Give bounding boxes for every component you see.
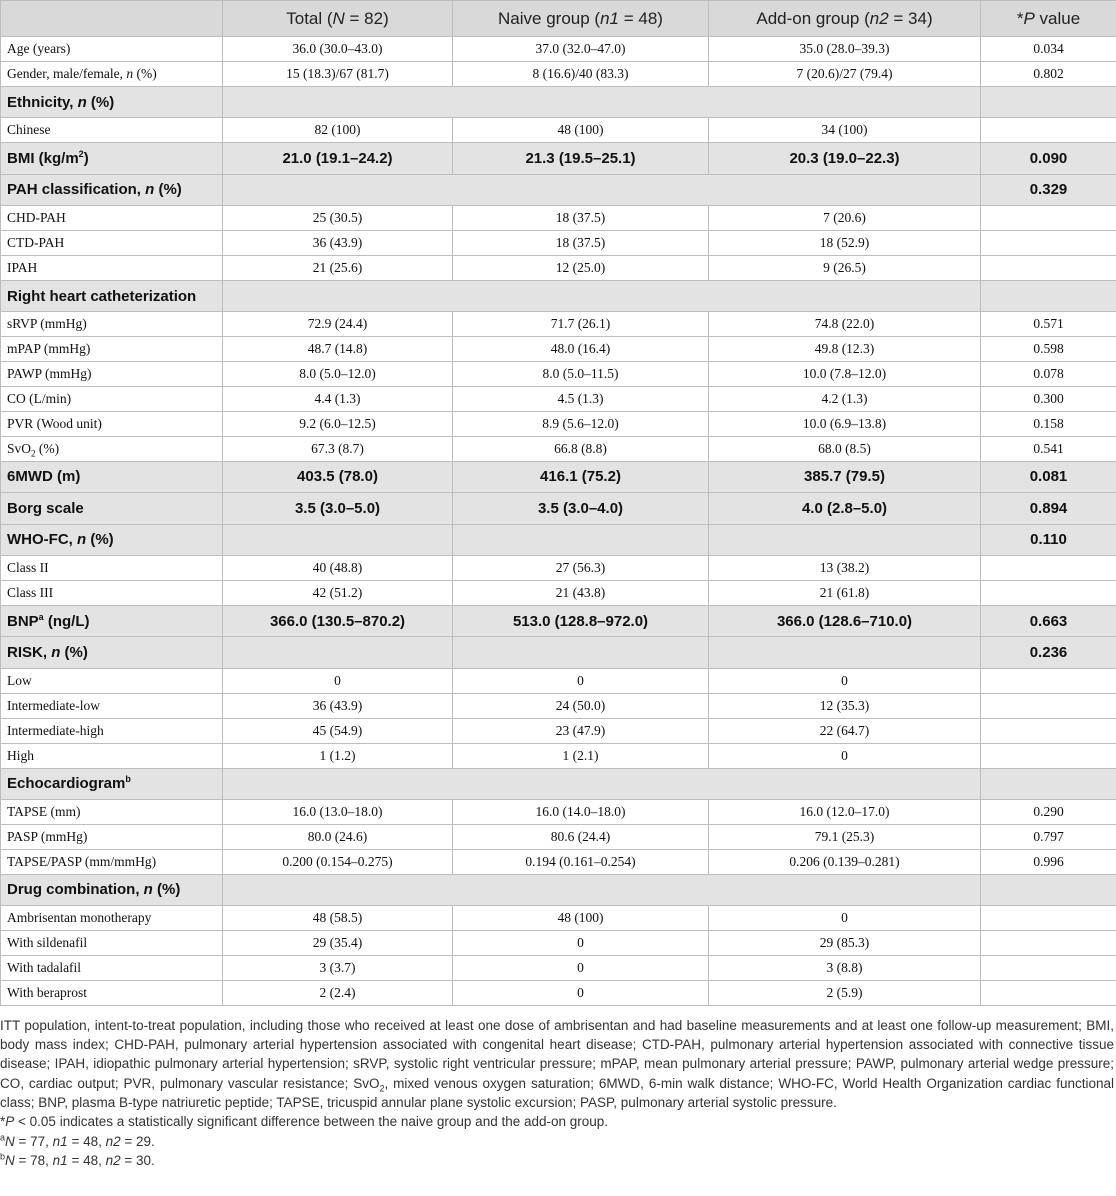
table-row <box>1 824 1116 849</box>
row-label-part: (%) <box>86 93 115 111</box>
naive-group-cell: 48 (100) <box>453 118 709 143</box>
add-on-group-cell: 20.3 (19.0–22.3) <box>709 143 981 175</box>
row-label <box>1 743 223 768</box>
row-label-part: PVR (Wood unit) <box>7 415 102 431</box>
table-row <box>1 849 1116 874</box>
row-label-part: IPAH <box>7 259 38 275</box>
total-cell: 80.0 (24.6) <box>223 824 453 849</box>
total-cell: 36.0 (30.0–43.0) <box>223 37 453 62</box>
p-value-cell <box>981 280 1116 312</box>
add-on-group-cell: 74.8 (22.0) <box>709 312 981 337</box>
row-label-part: Gender, male/female, <box>7 65 127 81</box>
row-label-part: BMI (kg/m <box>7 149 79 167</box>
p-value-cell <box>981 255 1116 280</box>
add-on-group-cell: 35.0 (28.0–39.3) <box>709 37 981 62</box>
row-label <box>1 461 223 493</box>
row-label-part: (%) <box>35 440 60 456</box>
add-on-group-cell: 7 (20.6) <box>709 206 981 231</box>
row-label-part: n <box>51 644 61 662</box>
section-spacer <box>223 874 981 906</box>
row-label-part: With tadalafil <box>7 959 82 975</box>
header-p-value: *P value <box>981 1 1116 37</box>
naive-group-cell: 66.8 (8.8) <box>453 436 709 461</box>
row-label-part: CO (L/min) <box>7 390 72 406</box>
row-label <box>1 693 223 718</box>
p-value-cell: 0.541 <box>981 436 1116 461</box>
table-row <box>1 255 1116 280</box>
row-label <box>1 61 223 86</box>
row-label-part: (%) <box>60 644 88 662</box>
total-cell: 0 <box>223 668 453 693</box>
add-on-group-cell: 0.206 (0.139–0.281) <box>709 849 981 874</box>
p-value-cell: 0.034 <box>981 37 1116 62</box>
row-label-part: TAPSE/PASP (mm/mmHg) <box>7 853 157 869</box>
section-spacer <box>223 86 981 118</box>
add-on-group-cell: 22 (64.7) <box>709 718 981 743</box>
naive-group-cell: 8 (16.6)/40 (83.3) <box>453 61 709 86</box>
section-row <box>1 174 1116 206</box>
summary-row <box>1 493 1116 525</box>
table-row <box>1 668 1116 693</box>
p-value-cell <box>981 206 1116 231</box>
total-cell: 3 (3.7) <box>223 955 453 980</box>
p-value-cell: 0.797 <box>981 824 1116 849</box>
p-value-cell <box>981 118 1116 143</box>
naive-group-cell: 0 <box>453 668 709 693</box>
summary-row <box>1 461 1116 493</box>
naive-group-cell: 3.5 (3.0–4.0) <box>453 493 709 525</box>
p-value-cell <box>981 86 1116 118</box>
section-row <box>1 86 1116 118</box>
table-footnotes <box>0 1006 1116 1170</box>
add-on-group-cell: 68.0 (8.5) <box>709 436 981 461</box>
total-cell: 1 (1.2) <box>223 743 453 768</box>
add-on-group-cell <box>709 637 981 669</box>
table-row <box>1 362 1116 387</box>
naive-group-cell: 18 (37.5) <box>453 206 709 231</box>
total-cell: 3.5 (3.0–5.0) <box>223 493 453 525</box>
total-cell: 4.4 (1.3) <box>223 387 453 412</box>
total-cell: 8.0 (5.0–12.0) <box>223 362 453 387</box>
add-on-group-cell: 0 <box>709 906 981 931</box>
total-cell: 45 (54.9) <box>223 718 453 743</box>
row-label-part: n <box>76 531 87 549</box>
naive-group-cell: 80.6 (24.4) <box>453 824 709 849</box>
p-value-cell <box>981 980 1116 1005</box>
row-label <box>1 524 223 556</box>
p-value-cell: 0.090 <box>981 143 1116 175</box>
row-label-part: RISK, <box>7 644 52 662</box>
row-label-part: WHO-FC, <box>7 531 77 549</box>
p-value-cell: 0.300 <box>981 387 1116 412</box>
row-label-part: Age (years) <box>7 40 71 56</box>
row-label-part: 2 <box>31 448 36 459</box>
p-value-cell <box>981 955 1116 980</box>
table-row <box>1 931 1116 956</box>
table-row <box>1 206 1116 231</box>
add-on-group-cell: 49.8 (12.3) <box>709 337 981 362</box>
p-value-cell <box>981 581 1116 606</box>
table-row <box>1 955 1116 980</box>
p-value-cell: 0.598 <box>981 337 1116 362</box>
total-cell: 25 (30.5) <box>223 206 453 231</box>
add-on-group-cell: 16.0 (12.0–17.0) <box>709 800 981 825</box>
naive-group-cell: 16.0 (14.0–18.0) <box>453 800 709 825</box>
add-on-group-cell: 9 (26.5) <box>709 255 981 280</box>
p-value-cell <box>981 693 1116 718</box>
table-row <box>1 387 1116 412</box>
table-row <box>1 411 1116 436</box>
add-on-group-cell: 21 (61.8) <box>709 581 981 606</box>
add-on-group-cell: 12 (35.3) <box>709 693 981 718</box>
p-value-cell <box>981 231 1116 256</box>
row-label <box>1 118 223 143</box>
naive-group-cell: 21 (43.8) <box>453 581 709 606</box>
naive-group-cell <box>453 637 709 669</box>
row-label <box>1 668 223 693</box>
row-label-part: Echocardiogram <box>7 775 126 793</box>
row-label-part: (%) <box>133 65 157 81</box>
row-label-part: Ambrisentan monotherapy <box>7 910 152 926</box>
naive-group-cell: 12 (25.0) <box>453 255 709 280</box>
add-on-group-cell: 18 (52.9) <box>709 231 981 256</box>
total-cell: 40 (48.8) <box>223 556 453 581</box>
abbreviations-note: ITT population, intent-to-treat population, including those who received at least one dose of ambrisentan and had baseline measurements and at least one follow-up measurement; BMI, body mass index; CHD-PAH, pulmonary arterial hypertension associated with congenital heart disease; CTD-PAH, pulmonary arterial hypertension associated with connective tissue disease; IPAH, idiopathic pulmonary arterial hypertension; sRVP, systolic right ventricular pressure; mPAP, mean pulmonary arterial pressure; PAWP, pulmonary arterial wedge pressure; CO, cardiac output; PVR, pulmonary vascular resistance; SvO$_2$, mixed venous oxygen saturation; 6MWD, 6-min walk distance; WHO-FC, World Health Organization cardiac functional class; BNP, plasma B-type natriuretic peptide; TAPSE, tricuspid annular plane systolic excursion; PASP, pulmonary arterial systolic pressure. <box>0 1017 1114 1110</box>
row-label-part: With beraprost <box>7 984 88 1000</box>
naive-group-cell: 0 <box>453 980 709 1005</box>
header-label-cell <box>1 1 223 37</box>
section-row <box>1 280 1116 312</box>
row-label <box>1 86 223 118</box>
row-label-part: n <box>126 65 134 81</box>
row-label <box>1 581 223 606</box>
naive-group-cell: 37.0 (32.0–47.0) <box>453 37 709 62</box>
table-row <box>1 436 1116 461</box>
total-cell: 48.7 (14.8) <box>223 337 453 362</box>
p-value-cell: 0.802 <box>981 61 1116 86</box>
add-on-group-cell: 10.0 (7.8–12.0) <box>709 362 981 387</box>
total-cell: 21 (25.6) <box>223 255 453 280</box>
row-label-part: With sildenafil <box>7 935 88 951</box>
naive-group-cell: 18 (37.5) <box>453 231 709 256</box>
header-add-on-group: Add-on group (n2 = 34) <box>709 1 981 37</box>
p-value-cell <box>981 743 1116 768</box>
row-label <box>1 849 223 874</box>
section-spacer <box>223 768 981 800</box>
table-row <box>1 61 1116 86</box>
table-row <box>1 337 1116 362</box>
row-label-part: b <box>125 774 131 785</box>
section-spacer <box>223 174 981 206</box>
total-cell: 9.2 (6.0–12.5) <box>223 411 453 436</box>
row-label-part: n <box>77 93 87 111</box>
p-value-cell <box>981 768 1116 800</box>
p-value-cell <box>981 668 1116 693</box>
row-label <box>1 206 223 231</box>
footnote-b: $^b$N = 78, n1 = 48, n2 = 30. <box>0 1151 155 1168</box>
add-on-group-cell: 2 (5.9) <box>709 980 981 1005</box>
row-label <box>1 280 223 312</box>
p-value-cell: 0.081 <box>981 461 1116 493</box>
total-cell: 16.0 (13.0–18.0) <box>223 800 453 825</box>
naive-group-cell: 8.9 (5.6–12.0) <box>453 411 709 436</box>
p-value-cell <box>981 874 1116 906</box>
row-label-part: Intermediate-low <box>7 697 100 713</box>
row-label-part: TAPSE (mm) <box>7 803 81 819</box>
row-label-part: sRVP (mmHg) <box>7 316 87 332</box>
total-cell: 403.5 (78.0) <box>223 461 453 493</box>
naive-group-cell: 416.1 (75.2) <box>453 461 709 493</box>
row-label <box>1 312 223 337</box>
table-row <box>1 980 1116 1005</box>
table-row <box>1 231 1116 256</box>
row-label <box>1 411 223 436</box>
naive-group-cell <box>453 524 709 556</box>
row-label <box>1 231 223 256</box>
table-row <box>1 906 1116 931</box>
row-label-part: CHD-PAH <box>7 210 66 226</box>
row-label-part: Intermediate-high <box>7 722 104 738</box>
row-label-part: Low <box>7 672 32 688</box>
total-cell: 42 (51.2) <box>223 581 453 606</box>
total-cell: 21.0 (19.1–24.2) <box>223 143 453 175</box>
total-cell: 15 (18.3)/67 (81.7) <box>223 61 453 86</box>
row-label-part: n <box>145 181 155 199</box>
total-cell <box>223 524 453 556</box>
row-label-part: 2 <box>78 148 84 159</box>
summary-row <box>1 143 1116 175</box>
table-row <box>1 800 1116 825</box>
row-label-part: PAWP (mmHg) <box>7 366 92 382</box>
section-spacer <box>223 280 981 312</box>
table-row <box>1 743 1116 768</box>
total-cell: 36 (43.9) <box>223 693 453 718</box>
add-on-group-cell: 10.0 (6.9–13.8) <box>709 411 981 436</box>
table-row <box>1 556 1116 581</box>
total-cell: 82 (100) <box>223 118 453 143</box>
naive-group-cell: 24 (50.0) <box>453 693 709 718</box>
p-value-cell: 0.078 <box>981 362 1116 387</box>
naive-group-cell: 48.0 (16.4) <box>453 337 709 362</box>
row-label <box>1 906 223 931</box>
row-label-part: PASP (mmHg) <box>7 828 88 844</box>
add-on-group-cell: 4.2 (1.3) <box>709 387 981 412</box>
row-label-part: CTD-PAH <box>7 235 65 250</box>
naive-group-cell: 27 (56.3) <box>453 556 709 581</box>
row-label <box>1 493 223 525</box>
table-row <box>1 37 1116 62</box>
row-label <box>1 337 223 362</box>
p-value-cell: 0.571 <box>981 312 1116 337</box>
row-label <box>1 955 223 980</box>
p-value-cell <box>981 556 1116 581</box>
row-label-part: (%) <box>86 531 114 549</box>
add-on-group-cell: 0 <box>709 743 981 768</box>
total-cell: 0.200 (0.154–0.275) <box>223 849 453 874</box>
table-row <box>1 718 1116 743</box>
row-label <box>1 824 223 849</box>
total-cell: 36 (43.9) <box>223 231 453 256</box>
summary-row <box>1 637 1116 669</box>
table-row <box>1 118 1116 143</box>
p-value-cell: 0.158 <box>981 411 1116 436</box>
row-label-part: PAH classification, <box>7 181 146 199</box>
row-label-part: High <box>7 747 34 763</box>
row-label <box>1 800 223 825</box>
p-value-cell <box>981 906 1116 931</box>
add-on-group-cell: 34 (100) <box>709 118 981 143</box>
naive-group-cell: 8.0 (5.0–11.5) <box>453 362 709 387</box>
p-value-cell: 0.894 <box>981 493 1116 525</box>
row-label-part: SvO <box>7 440 32 456</box>
row-label-part: a <box>38 611 44 622</box>
row-label <box>1 768 223 800</box>
naive-group-cell: 0.194 (0.161–0.254) <box>453 849 709 874</box>
naive-group-cell: 48 (100) <box>453 906 709 931</box>
row-label-part: (%) <box>152 881 181 899</box>
p-value-cell: 0.663 <box>981 605 1116 637</box>
naive-group-cell: 513.0 (128.8–972.0) <box>453 605 709 637</box>
add-on-group-cell: 13 (38.2) <box>709 556 981 581</box>
row-label-part: Borg scale <box>7 499 84 517</box>
p-value-cell: 0.329 <box>981 174 1116 206</box>
total-cell <box>223 637 453 669</box>
header-naive-group: Naive group (n1 = 48) <box>453 1 709 37</box>
row-label <box>1 931 223 956</box>
summary-row <box>1 605 1116 637</box>
add-on-group-cell: 385.7 (79.5) <box>709 461 981 493</box>
row-label <box>1 980 223 1005</box>
table-header-row <box>1 1 1116 37</box>
total-cell: 29 (35.4) <box>223 931 453 956</box>
row-label <box>1 718 223 743</box>
row-label-part: n <box>143 881 153 899</box>
add-on-group-cell <box>709 524 981 556</box>
total-cell: 48 (58.5) <box>223 906 453 931</box>
row-label-part: Class III <box>7 585 54 601</box>
row-label <box>1 362 223 387</box>
row-label <box>1 556 223 581</box>
summary-row <box>1 524 1116 556</box>
p-value-cell: 0.290 <box>981 800 1116 825</box>
total-cell: 2 (2.4) <box>223 980 453 1005</box>
naive-group-cell: 1 (2.1) <box>453 743 709 768</box>
row-label-part: 6MWD (m) <box>7 468 81 486</box>
total-cell: 366.0 (130.5–870.2) <box>223 605 453 637</box>
naive-group-cell: 23 (47.9) <box>453 718 709 743</box>
add-on-group-cell: 7 (20.6)/27 (79.4) <box>709 61 981 86</box>
row-label-part: Ethnicity, <box>7 93 78 111</box>
p-value-cell: 0.236 <box>981 637 1116 669</box>
section-row <box>1 874 1116 906</box>
row-label-part: BNP <box>7 612 39 630</box>
row-label <box>1 37 223 62</box>
row-label-part: Class II <box>7 560 49 576</box>
table-row <box>1 581 1116 606</box>
section-row <box>1 768 1116 800</box>
add-on-group-cell: 0 <box>709 668 981 693</box>
row-label-part: Chinese <box>7 122 51 138</box>
naive-group-cell: 4.5 (1.3) <box>453 387 709 412</box>
table-row <box>1 312 1116 337</box>
row-label <box>1 637 223 669</box>
total-cell: 72.9 (24.4) <box>223 312 453 337</box>
p-value-cell <box>981 931 1116 956</box>
row-label-part: (ng/L) <box>43 612 90 630</box>
row-label <box>1 255 223 280</box>
row-label-part: ) <box>83 149 89 167</box>
footnote-a: $^a$N = 77, n1 = 48, n2 = 29. <box>0 1132 155 1149</box>
naive-group-cell: 21.3 (19.5–25.1) <box>453 143 709 175</box>
add-on-group-cell: 366.0 (128.6–710.0) <box>709 605 981 637</box>
add-on-group-cell: 4.0 (2.8–5.0) <box>709 493 981 525</box>
naive-group-cell: 0 <box>453 931 709 956</box>
add-on-group-cell: 3 (8.8) <box>709 955 981 980</box>
table-row <box>1 693 1116 718</box>
row-label <box>1 174 223 206</box>
row-label <box>1 605 223 637</box>
p-value-cell: 0.110 <box>981 524 1116 556</box>
row-label-part: Right heart catheterization <box>7 287 197 305</box>
significance-note: *P < 0.05 indicates a statistically significant difference between the naive group and the add-on group. <box>0 1114 609 1130</box>
naive-group-cell: 71.7 (26.1) <box>453 312 709 337</box>
row-label <box>1 874 223 906</box>
add-on-group-cell: 79.1 (25.3) <box>709 824 981 849</box>
total-cell: 67.3 (8.7) <box>223 436 453 461</box>
row-label-part: (%) <box>154 181 182 199</box>
row-label <box>1 387 223 412</box>
row-label <box>1 436 223 461</box>
p-value-cell <box>981 718 1116 743</box>
row-label-part: mPAP (mmHg) <box>7 341 91 357</box>
table-body <box>1 37 1116 1006</box>
row-label <box>1 143 223 175</box>
p-value-cell: 0.996 <box>981 849 1116 874</box>
naive-group-cell: 0 <box>453 955 709 980</box>
row-label-part: Drug combination, <box>7 881 144 899</box>
add-on-group-cell: 29 (85.3) <box>709 931 981 956</box>
header-total: Total (N = 82) <box>223 1 453 37</box>
